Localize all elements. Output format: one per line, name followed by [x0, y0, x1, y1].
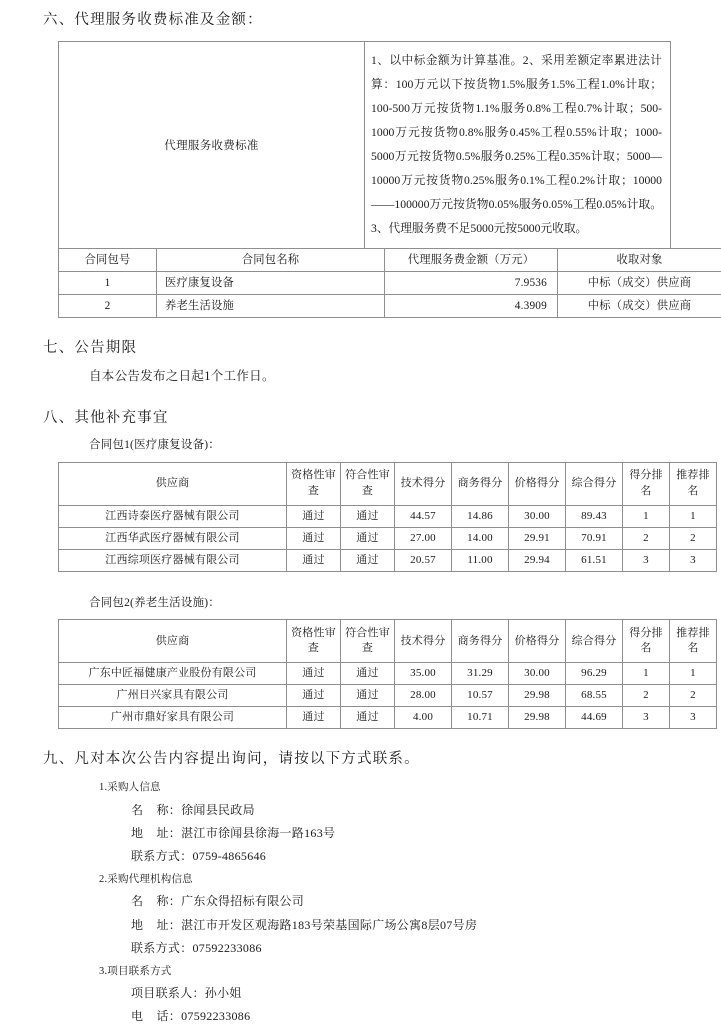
business-score: 10.71	[452, 707, 509, 729]
price-score: 30.00	[509, 663, 566, 685]
score-header-total: 综合得分	[566, 462, 623, 505]
package-name: 养老生活设施	[157, 294, 385, 317]
package-amount: 4.3909	[385, 294, 558, 317]
section-heading-six: 六、代理服务收费标准及金额：	[43, 10, 678, 32]
fee-standard-row	[59, 41, 671, 248]
score-table-package-1	[58, 462, 717, 572]
total-score: 68.55	[566, 685, 623, 707]
score-rank: 2	[623, 685, 670, 707]
technical-score: 4.00	[395, 707, 452, 729]
compliance-result: 通过	[341, 685, 395, 707]
table-row	[59, 685, 717, 707]
total-score: 96.29	[566, 663, 623, 685]
section-heading-nine: 九、凡对本次公告内容提出询问，请按以下方式联系。	[43, 749, 678, 771]
price-score: 29.98	[509, 685, 566, 707]
agency-address: 地 址：湛江市开发区观海路183号荣基国际广场公寓8层07号房	[43, 914, 678, 937]
total-score: 61.51	[566, 549, 623, 571]
package-amount: 7.9536	[385, 271, 558, 294]
package-header-name: 合同包名称	[157, 248, 385, 271]
compliance-result: 通过	[341, 663, 395, 685]
score-table-header-row	[59, 620, 717, 663]
qualification-result: 通过	[287, 527, 341, 549]
qualification-result: 通过	[287, 707, 341, 729]
project-contact-phone: 电 话：07592233086	[43, 1005, 678, 1028]
table-row	[59, 707, 717, 729]
agency-name: 名 称：广东众得招标有限公司	[43, 890, 678, 913]
package-table-header-row	[59, 248, 721, 271]
score-rank: 1	[623, 663, 670, 685]
score-header-business: 商务得分	[452, 620, 509, 663]
qualification-result: 通过	[287, 549, 341, 571]
score-header-score-rank: 得分排名	[623, 462, 670, 505]
supplier-name: 广州市鼎好家具有限公司	[59, 707, 287, 729]
score-header-business: 商务得分	[452, 462, 509, 505]
purchaser-name: 名 称：徐闻县民政局	[43, 799, 678, 822]
price-score: 29.98	[509, 707, 566, 729]
score-rank: 3	[623, 707, 670, 729]
score-header-technical: 技术得分	[395, 620, 452, 663]
package-header-amount: 代理服务费金额（万元）	[385, 248, 558, 271]
fee-standard-table	[58, 41, 671, 249]
score-header-technical: 技术得分	[395, 462, 452, 505]
fee-standard-label: 代理服务收费标准	[59, 41, 365, 248]
score-header-qualification: 资格性审查	[287, 462, 341, 505]
qualification-result: 通过	[287, 685, 341, 707]
technical-score: 28.00	[395, 685, 452, 707]
score-header-qualification: 资格性审查	[287, 620, 341, 663]
recommend-rank: 2	[670, 527, 717, 549]
supplier-name: 广东中匠福健康产业股份有限公司	[59, 663, 287, 685]
score-header-supplier: 供应商	[59, 620, 287, 663]
technical-score: 44.57	[395, 505, 452, 527]
recommend-rank: 3	[670, 549, 717, 571]
score-header-total: 综合得分	[566, 620, 623, 663]
technical-score: 20.57	[395, 549, 452, 571]
purchaser-phone: 联系方式：0759-4865646	[43, 845, 678, 868]
package-no: 2	[59, 294, 157, 317]
table-row	[59, 549, 717, 571]
recommend-rank: 1	[670, 663, 717, 685]
qualification-result: 通过	[287, 505, 341, 527]
compliance-result: 通过	[341, 505, 395, 527]
contact-group-project	[43, 962, 678, 1029]
package-2-caption: 合同包2(养老生活设施)：	[43, 594, 678, 614]
score-header-supplier: 供应商	[59, 462, 287, 505]
qualification-result: 通过	[287, 663, 341, 685]
technical-score: 35.00	[395, 663, 452, 685]
price-score: 29.94	[509, 549, 566, 571]
package-target: 中标（成交）供应商	[558, 294, 721, 317]
table-row	[59, 527, 717, 549]
purchaser-address: 地 址：湛江市徐闻县徐海一路163号	[43, 822, 678, 845]
score-header-price: 价格得分	[509, 620, 566, 663]
score-table-header-row	[59, 462, 717, 505]
score-header-recommend-rank: 推荐排名	[670, 462, 717, 505]
fee-standard-text: 1、以中标金额为计算基准。2、采用差额定率累进法计算：100万元以下按货物1.5%服务1.5%工程1.0%计取；100-500万元按货物1.1%服务0.8%工程0.7%计取；500-1000万元按货物0.8%服务0.45%工程0.55%计取；1000-5000万元按货物0.5%服务0.25%工程0.35%计取；5000—10000万元按货物0.25%服务0.1%工程0.2%计取；10000——100000万元按货物0.05%服务0.05%工程0.05%计取。3、代理服务费不足5000元按5000元收取。	[365, 41, 671, 248]
contact-group-title: 1.采购人信息	[43, 778, 678, 798]
score-header-score-rank: 得分排名	[623, 620, 670, 663]
recommend-rank: 1	[670, 505, 717, 527]
package-header-target: 收取对象	[558, 248, 721, 271]
table-row	[59, 505, 717, 527]
contact-group-title: 3.项目联系方式	[43, 962, 678, 982]
supplier-name: 广州日兴家具有限公司	[59, 685, 287, 707]
document-page	[3, 0, 718, 947]
compliance-result: 通过	[341, 707, 395, 729]
recommend-rank: 3	[670, 707, 717, 729]
table-row	[59, 271, 721, 294]
contact-group-agency	[43, 870, 678, 961]
package-name: 医疗康复设备	[157, 271, 385, 294]
score-rank: 1	[623, 505, 670, 527]
total-score: 89.43	[566, 505, 623, 527]
contact-group-purchaser	[43, 778, 678, 869]
table-row	[59, 294, 721, 317]
document-body	[43, 10, 678, 1030]
business-score: 31.29	[452, 663, 509, 685]
package-target: 中标（成交）供应商	[558, 271, 721, 294]
supplier-name: 江西综项医疗器械有限公司	[59, 549, 287, 571]
table-row	[59, 663, 717, 685]
package-1-caption: 合同包1(医疗康复设备)：	[43, 436, 678, 456]
package-fee-table	[58, 248, 721, 318]
score-header-compliance: 符合性审查	[341, 462, 395, 505]
package-no: 1	[59, 271, 157, 294]
score-rank: 2	[623, 527, 670, 549]
score-header-recommend-rank: 推荐排名	[670, 620, 717, 663]
supplier-name: 江西诗泰医疗器械有限公司	[59, 505, 287, 527]
price-score: 29.91	[509, 527, 566, 549]
price-score: 30.00	[509, 505, 566, 527]
business-score: 14.86	[452, 505, 509, 527]
supplier-name: 江西华武医疗器械有限公司	[59, 527, 287, 549]
technical-score: 27.00	[395, 527, 452, 549]
compliance-result: 通过	[341, 549, 395, 571]
business-score: 11.00	[452, 549, 509, 571]
contact-information	[43, 778, 678, 1029]
contact-group-title: 2.采购代理机构信息	[43, 870, 678, 890]
score-rank: 3	[623, 549, 670, 571]
notice-period-text: 自本公告发布之日起1个工作日。	[43, 366, 678, 387]
agency-phone: 联系方式：07592233086	[43, 937, 678, 960]
score-header-compliance: 符合性审查	[341, 620, 395, 663]
package-header-no: 合同包号	[59, 248, 157, 271]
score-header-price: 价格得分	[509, 462, 566, 505]
compliance-result: 通过	[341, 527, 395, 549]
recommend-rank: 2	[670, 685, 717, 707]
total-score: 44.69	[566, 707, 623, 729]
score-table-package-2	[58, 619, 717, 729]
business-score: 10.57	[452, 685, 509, 707]
project-contact-person: 项目联系人：孙小姐	[43, 982, 678, 1005]
section-heading-eight: 八、其他补充事宜	[43, 408, 678, 430]
section-heading-seven: 七、公告期限	[43, 338, 678, 360]
business-score: 14.00	[452, 527, 509, 549]
total-score: 70.91	[566, 527, 623, 549]
